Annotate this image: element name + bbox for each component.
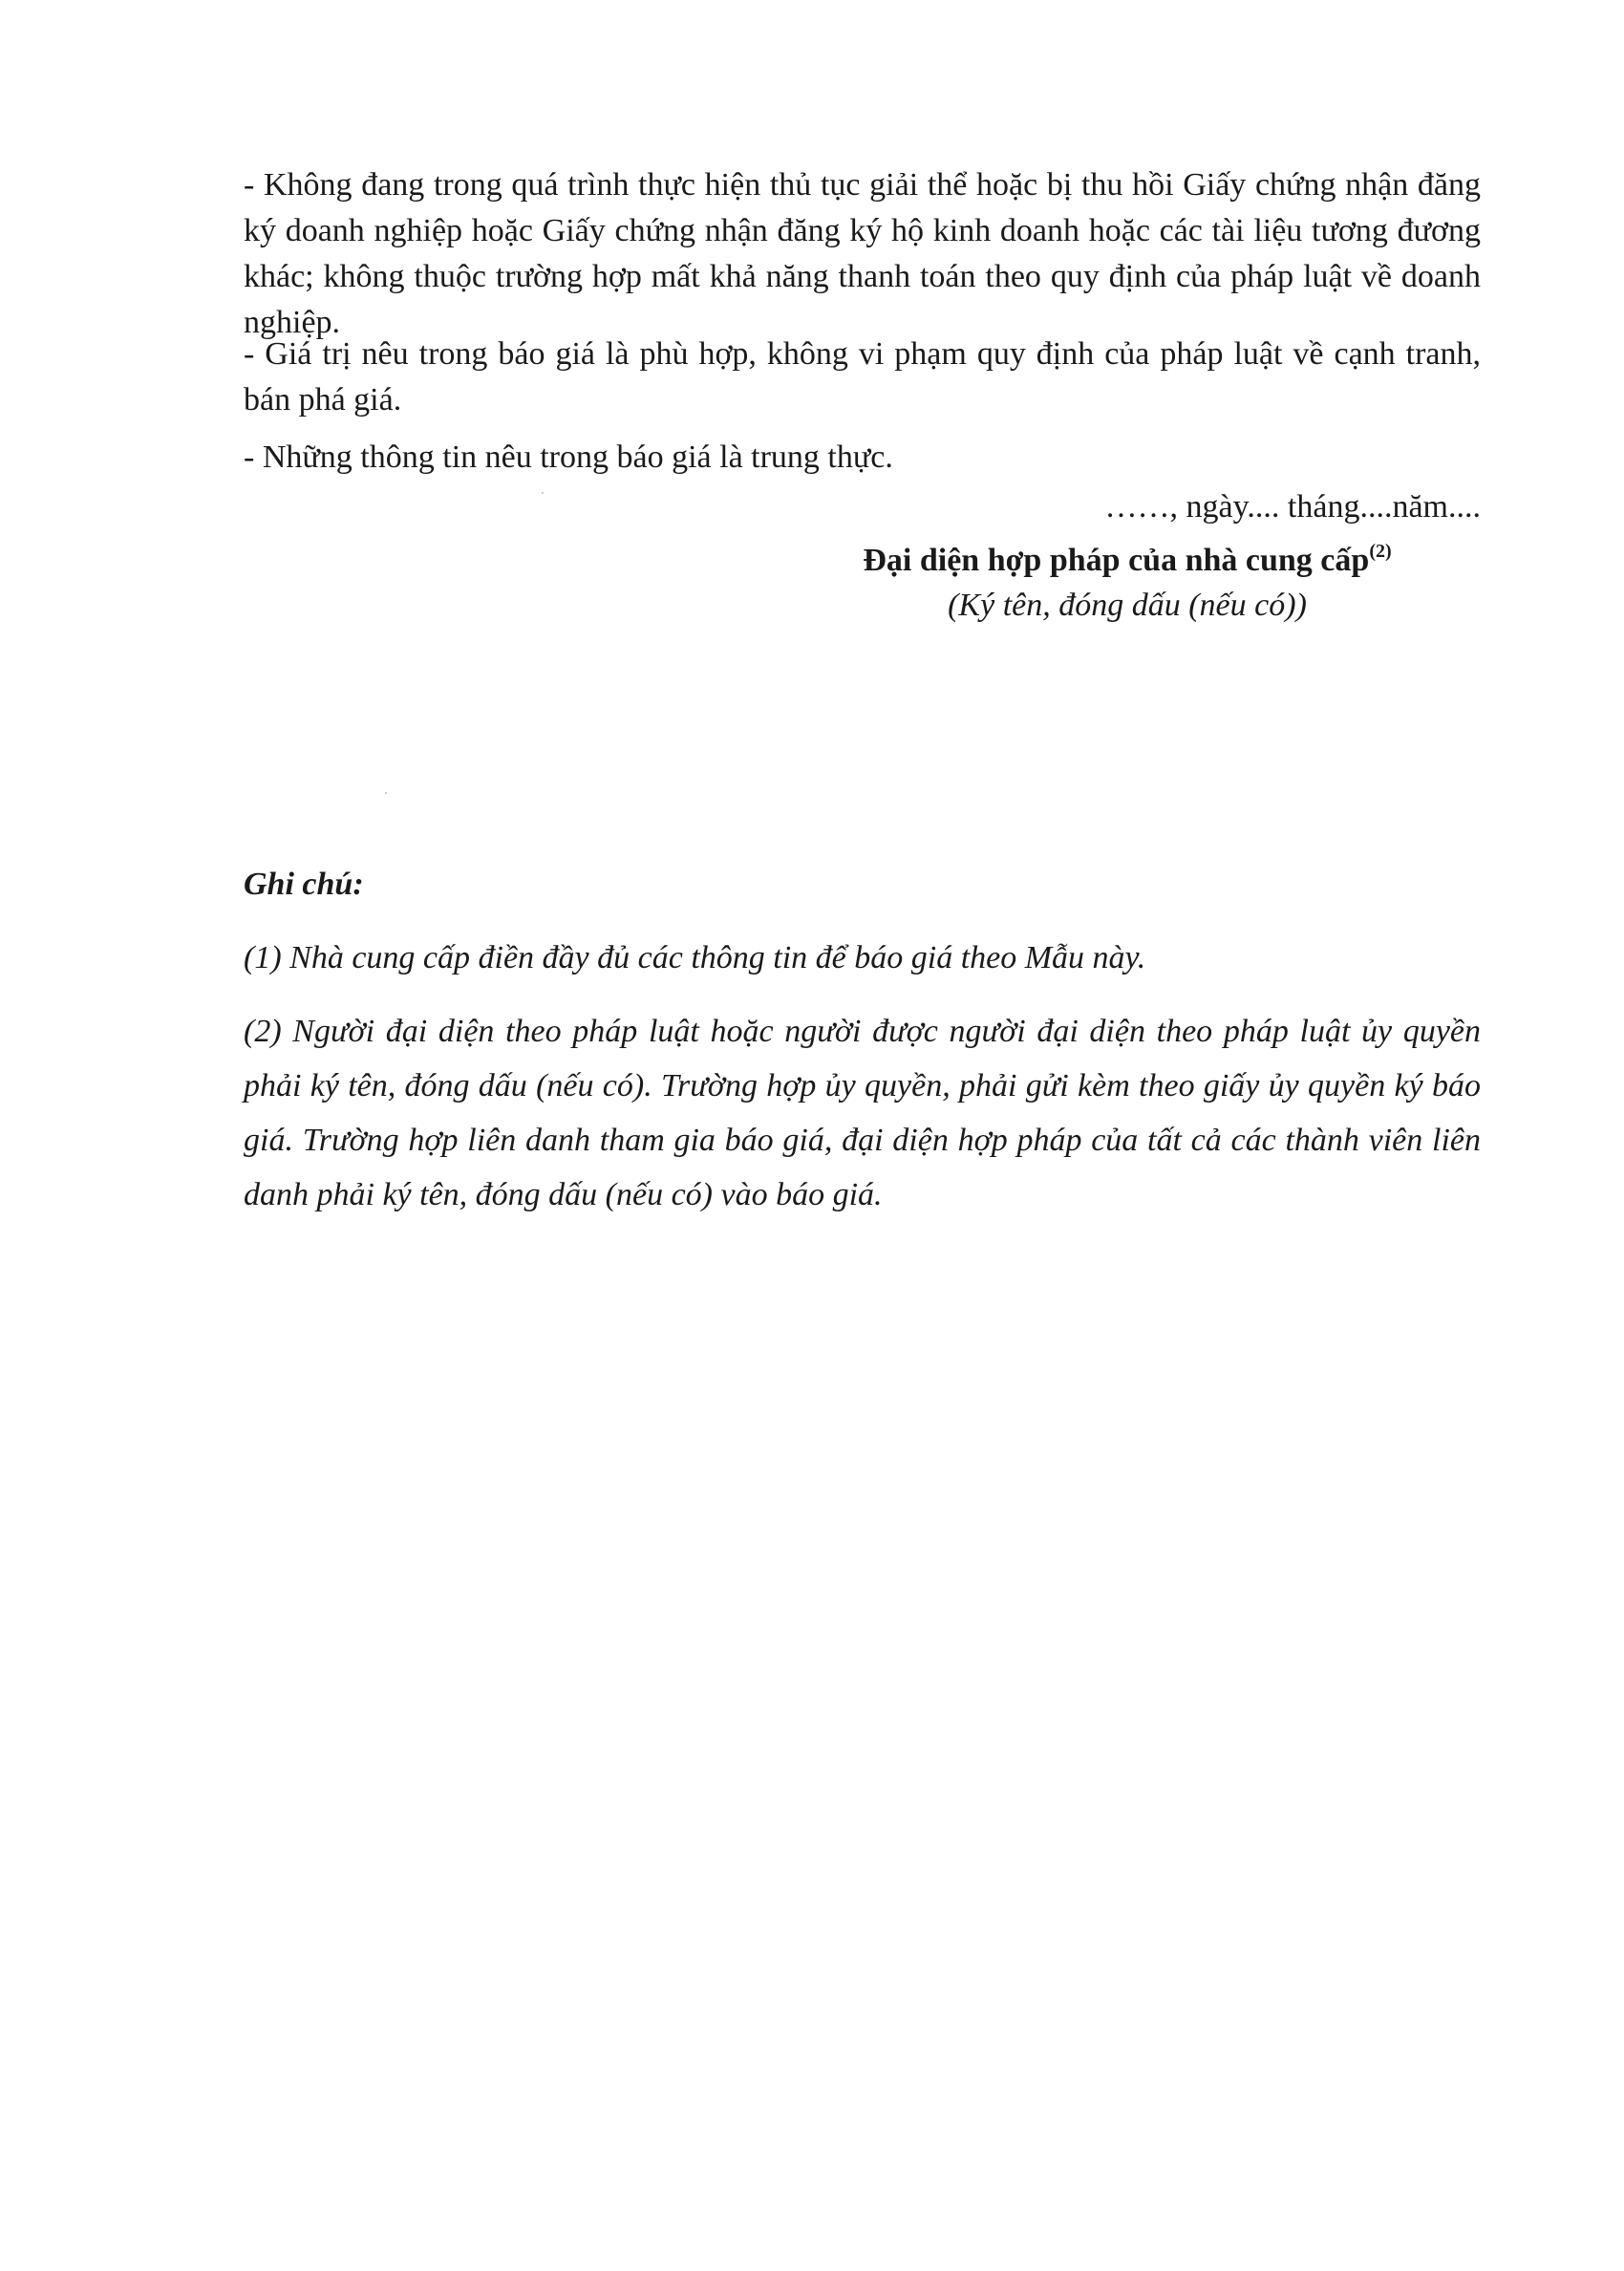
note-item-1: (1) Nhà cung cấp điền đầy đủ các thông tin để báo giá theo Mẫu này.: [244, 940, 1146, 975]
signature-block: [841, 538, 1414, 628]
signature-title-footnote-ref: (2): [1369, 541, 1392, 562]
scan-speck: [542, 492, 544, 494]
signature-instruction: (Ký tên, đóng dấu (nếu có)): [948, 588, 1307, 623]
notes-heading: Ghi chú:: [244, 867, 364, 902]
signature-title: [841, 538, 1414, 584]
commitment-paragraph-price: - Giá trị nêu trong báo giá là phù hợp, không vi phạm quy định của pháp luật về cạnh tranh, bán phá giá.: [244, 336, 1481, 418]
scan-speck: [385, 792, 387, 794]
commitment-paragraph-dissolution: - Không đang trong quá trình thực hiện thủ tục giải thể hoặc bị thu hồi Giấy chứng nhận đăng ký doanh nghiệp hoặc Giấy chứng nhận đăng ký hộ kinh doanh hoặc các tài liệu tương đương khác; không thuộc trường hợp mất khả năng thanh toán theo quy định của pháp luật về doanh nghiệp.: [244, 167, 1481, 340]
date-line: ……, ngày.... tháng....năm....: [1104, 489, 1481, 525]
note-item-2: (2) Người đại diện theo pháp luật hoặc người được người đại diện theo pháp luật ủy quyền phải ký tên, đóng dấu (nếu có). Trường hợp ủy quyền, phải gửi kèm theo giấy ủy quyền ký báo giá. Trường hợp liên danh tham gia báo giá, đại diện hợp pháp của tất cả các thành viên liên danh phải ký tên, đóng dấu (nếu có) vào báo giá.: [244, 1014, 1481, 1212]
signature-title-text: Đại diện hợp pháp của nhà cung cấp: [863, 543, 1370, 578]
commitment-paragraph-truthful: - Những thông tin nêu trong báo giá là trung thực.: [244, 439, 893, 475]
